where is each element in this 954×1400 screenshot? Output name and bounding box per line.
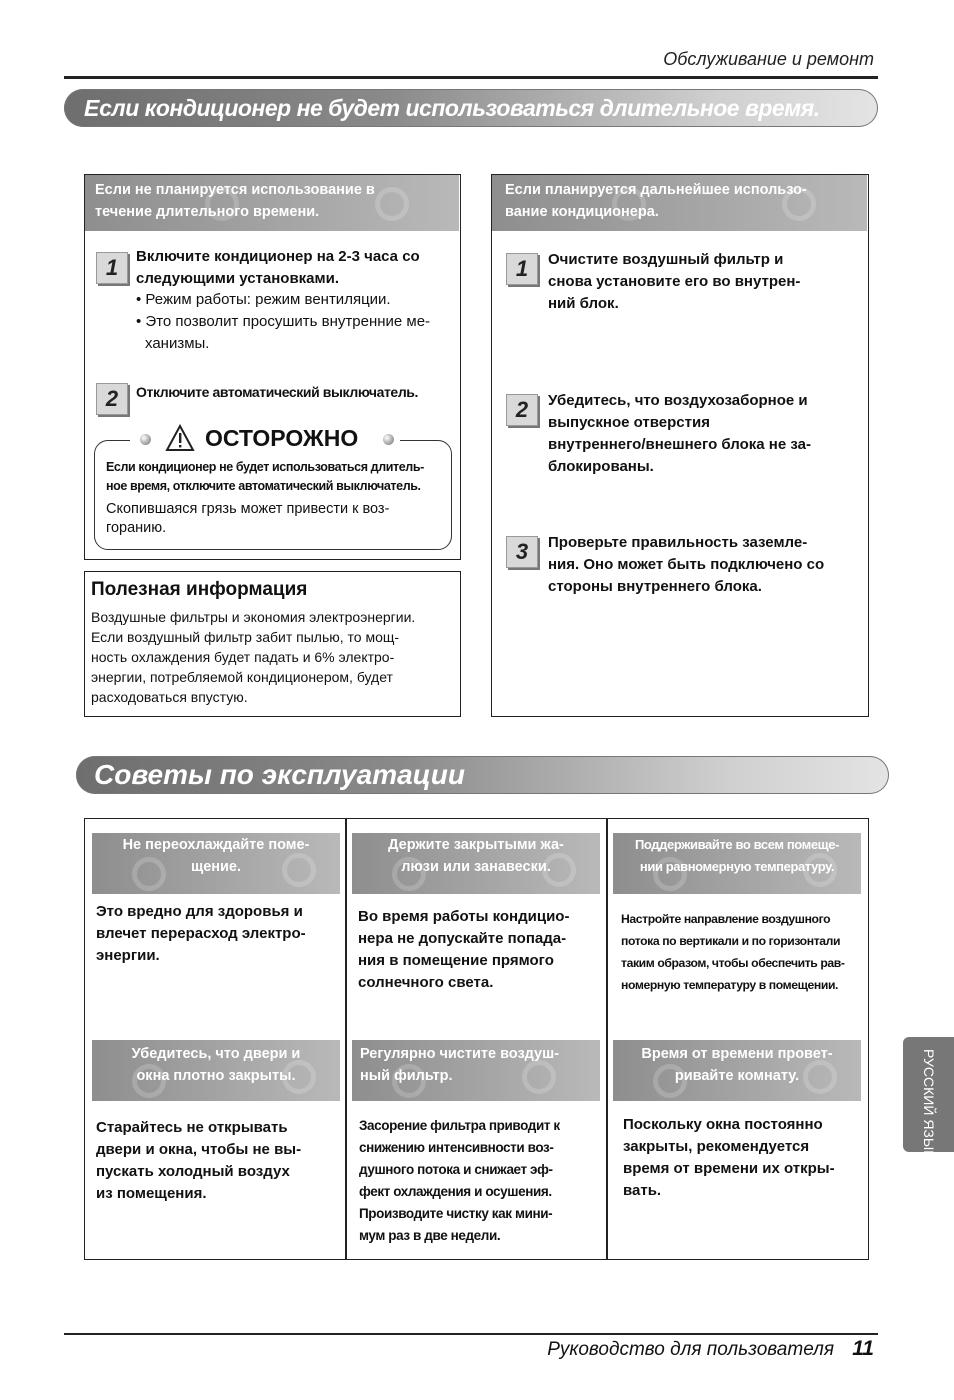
swirl-decor-icon [653, 1064, 687, 1098]
info-box-text: Воздушные фильтры и экономия электроэнергии. Если воздушный фильтр забит пылью, то мощ- ность охлаждения будет падать и 6% электро- энергии, потребляемой кондиционером, будет расходоваться впустую. [91, 609, 416, 705]
swirl-decor-icon [653, 857, 687, 891]
tip-header-4: Убедитесь, что двери и окна плотно закрыты. [92, 1040, 340, 1101]
swirl-decor-icon [542, 853, 576, 887]
language-side-tab [903, 1037, 954, 1159]
caution-text: Скопившаяся грязь может привести к воз- горанию. [106, 501, 390, 536]
info-box-title: Полезная информация [91, 579, 308, 600]
right-step1-text: Очистите воздушный фильтр и снова установите его во внутрен- ний блок. [548, 251, 801, 312]
page-number: 11 [852, 1337, 874, 1360]
left-bar-line: Если не планируется использование в [95, 182, 375, 198]
swirl-decor-icon [132, 1064, 166, 1098]
step-number-1: 1 [96, 252, 128, 284]
bullet-dot-icon [140, 434, 151, 445]
right-bar-line: Если планируется дальнейшее использо- [505, 182, 807, 198]
step-number-2: 2 [506, 394, 538, 426]
step-number-1: 1 [506, 253, 538, 285]
warning-triangle-icon [165, 424, 195, 452]
tip-header-5: Регулярно чистите воздуш- ный фильтр. [352, 1040, 600, 1101]
side-tab-label: РУССКИЙ ЯЗЫК [921, 1049, 937, 1159]
tip-header-6: Время от времени провет- ривайте комнату. [613, 1040, 861, 1101]
left-step1-bullets: • Режим работы: режим вентиляции. • Это позволит просушить внутренние ме- ханизмы. [136, 291, 431, 352]
tip-text-4: Старайтесь не открывать двери и окна, чтобы не вы- пускать холодный воздух из помещения. [96, 1119, 302, 1202]
right-step3-text: Проверьте правильность заземле- ния. Оно может быть подключено со стороны внутреннего блока. [548, 534, 825, 595]
swirl-decor-icon [392, 857, 426, 891]
tip-header-2: Держите закрытыми жа- люзи или занавески. [352, 833, 600, 894]
section-banner-long-storage: Если кондиционер не будет использоваться длительное время. [64, 89, 878, 127]
tip-header-3: Поддерживайте во всем помеще- нии равномерную температуру. [613, 833, 861, 894]
right-step2-text: Убедитесь, что воздухозаборное и выпускное отверстия внутреннего/внешнего блока не за- блокированы. [548, 392, 811, 475]
swirl-decor-icon [803, 853, 837, 887]
footer-title: Руководство для пользователя [547, 1339, 834, 1360]
swirl-decor-icon [282, 853, 316, 887]
caution-bold-text: Если кондиционер не будет использоваться длитель- ное время, отключите автоматический выключатель. [106, 460, 424, 493]
step-number-3: 3 [506, 536, 538, 568]
right-panel-header [492, 175, 867, 231]
swirl-decor-icon [132, 857, 166, 891]
section-banner-tips: Советы по эксплуатации [76, 756, 889, 794]
left-step2-text: Отключите автоматический выключатель. [136, 384, 419, 400]
left-bar-line: течение длительного времени. [95, 204, 320, 220]
tip-text-6: Поскольку окна постоянно закрыты, рекомендуется время от времени их откры- вать. [623, 1116, 835, 1199]
left-step1-title: Включите кондиционер на 2-3 часа со следующими установками. [136, 248, 420, 287]
section-header: Обслуживание и ремонт [663, 49, 874, 69]
swirl-decor-icon [522, 1060, 556, 1094]
step-number-2: 2 [96, 383, 128, 415]
swirl-decor-icon [782, 187, 816, 221]
tip-text-3: Настройте направление воздушного потока по вертикали и по горизонтали таким образом, чтобы обеспечить рав- номерную температуру в помещении. [621, 912, 845, 992]
footer-rule [64, 1333, 878, 1335]
swirl-decor-icon [392, 1064, 426, 1098]
bullet-dot-icon [383, 434, 394, 445]
grid-divider [345, 818, 347, 1260]
tip-text-1: Это вредно для здоровья и влечет перерасход электро- энергии. [96, 903, 306, 964]
swirl-decor-icon [612, 187, 646, 221]
left-panel-header [85, 175, 459, 231]
tip-text-5: Засорение фильтра приводит к снижению интенсивности воз- душного потока и снижает эф- фект охлаждения и осушения. Производите чистку как мини- мум раз в две недели. [359, 1118, 560, 1243]
swirl-decor-icon [375, 187, 409, 221]
tip-text-2: Во время работы кондицио- нера не допускайте попада- ния в помещение прямого солнечного света. [358, 908, 570, 991]
swirl-decor-icon [803, 1060, 837, 1094]
grid-divider [606, 818, 608, 1260]
header-rule [64, 76, 878, 79]
caution-title: ОСТОРОЖНО [205, 425, 359, 451]
tip-header-1: Не переохлаждайте поме- щение. [92, 833, 340, 894]
right-bar-line: вание кондиционера. [505, 204, 659, 220]
swirl-decor-icon [205, 187, 239, 221]
swirl-decor-icon [282, 1060, 316, 1094]
